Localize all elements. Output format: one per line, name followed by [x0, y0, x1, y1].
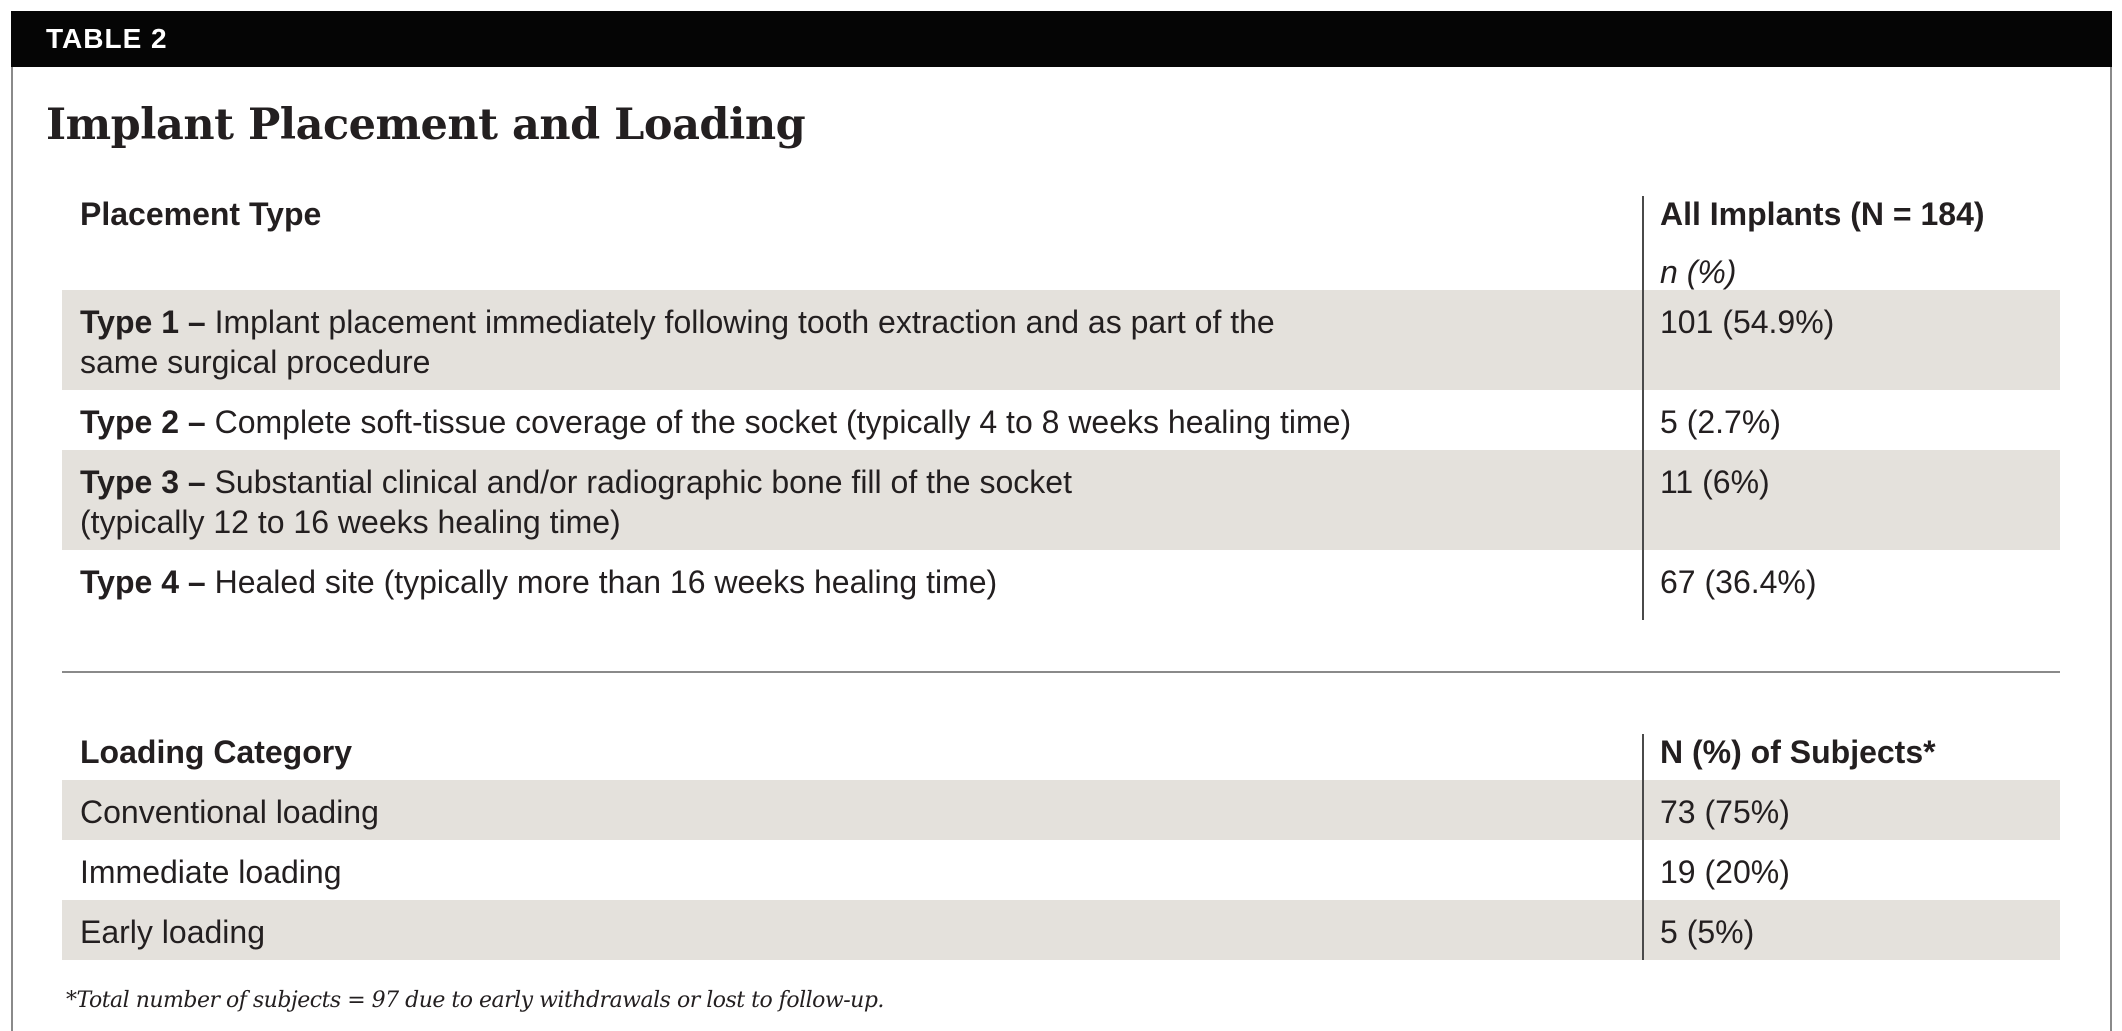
- loading-column-divider: [1642, 734, 1644, 960]
- table-row: [62, 290, 2060, 390]
- placement-text-line1: Implant placement immediately following tooth extraction and as part of the: [205, 304, 1275, 340]
- placement-value: 101 (54.9%): [1660, 304, 1835, 340]
- section-divider: [62, 671, 2060, 673]
- table-row: [62, 780, 2060, 840]
- table-row: [62, 550, 2060, 610]
- placement-type-label: Type 3 –: [80, 464, 206, 500]
- placement-description: [80, 402, 1640, 442]
- table-banner: [11, 11, 2112, 67]
- placement-type-label: Type 4 –: [80, 564, 206, 600]
- loading-label: Immediate loading: [80, 854, 342, 890]
- placement-column-divider: [1642, 196, 1644, 620]
- n-percent-subheader: n (%): [1660, 254, 1737, 290]
- loading-value: 19 (20%): [1660, 854, 1790, 890]
- placement-description: [80, 302, 1640, 382]
- placement-text-line1: Complete soft-tissue coverage of the socket (typically 4 to 8 weeks healing time): [205, 404, 1352, 440]
- table-number-label: TABLE 2: [46, 23, 168, 54]
- all-implants-header: All Implants (N = 184): [1660, 196, 1985, 232]
- placement-text-line2: same surgical procedure: [80, 344, 431, 380]
- subjects-header: N (%) of Subjects*: [1660, 734, 1936, 770]
- table-row: [62, 390, 2060, 450]
- loading-value: 5 (5%): [1660, 914, 1755, 950]
- loading-label: Conventional loading: [80, 794, 379, 830]
- loading-label: Early loading: [80, 914, 265, 950]
- loading-header-row: [62, 730, 2060, 780]
- placement-header-row: [62, 190, 2060, 250]
- table-row: [62, 840, 2060, 900]
- placement-description: [80, 562, 1640, 602]
- table-title: Implant Placement and Loading: [46, 100, 806, 150]
- placement-type-label: Type 1 –: [80, 304, 206, 340]
- placement-type-label: Type 2 –: [80, 404, 206, 440]
- placement-description: [80, 462, 1640, 542]
- table-row: [62, 450, 2060, 550]
- loading-table: [62, 730, 2060, 960]
- placement-value: 5 (2.7%): [1660, 404, 1781, 440]
- placement-text-line1: Substantial clinical and/or radiographic bone fill of the socket: [205, 464, 1072, 500]
- table-row: [62, 900, 2060, 960]
- placement-type-header: Placement Type: [80, 196, 322, 232]
- table-footnote: *Total number of subjects = 97 due to early withdrawals or lost to follow-up.: [66, 988, 884, 1013]
- placement-subheader-row: [62, 250, 2060, 290]
- loading-value: 73 (75%): [1660, 794, 1790, 830]
- placement-value: 67 (36.4%): [1660, 564, 1817, 600]
- placement-text-line1: Healed site (typically more than 16 weeks healing time): [205, 564, 998, 600]
- loading-category-header: Loading Category: [80, 734, 353, 770]
- placement-text-line2: (typically 12 to 16 weeks healing time): [80, 504, 621, 540]
- placement-table: [62, 190, 2060, 620]
- placement-value: 11 (6%): [1660, 464, 1770, 500]
